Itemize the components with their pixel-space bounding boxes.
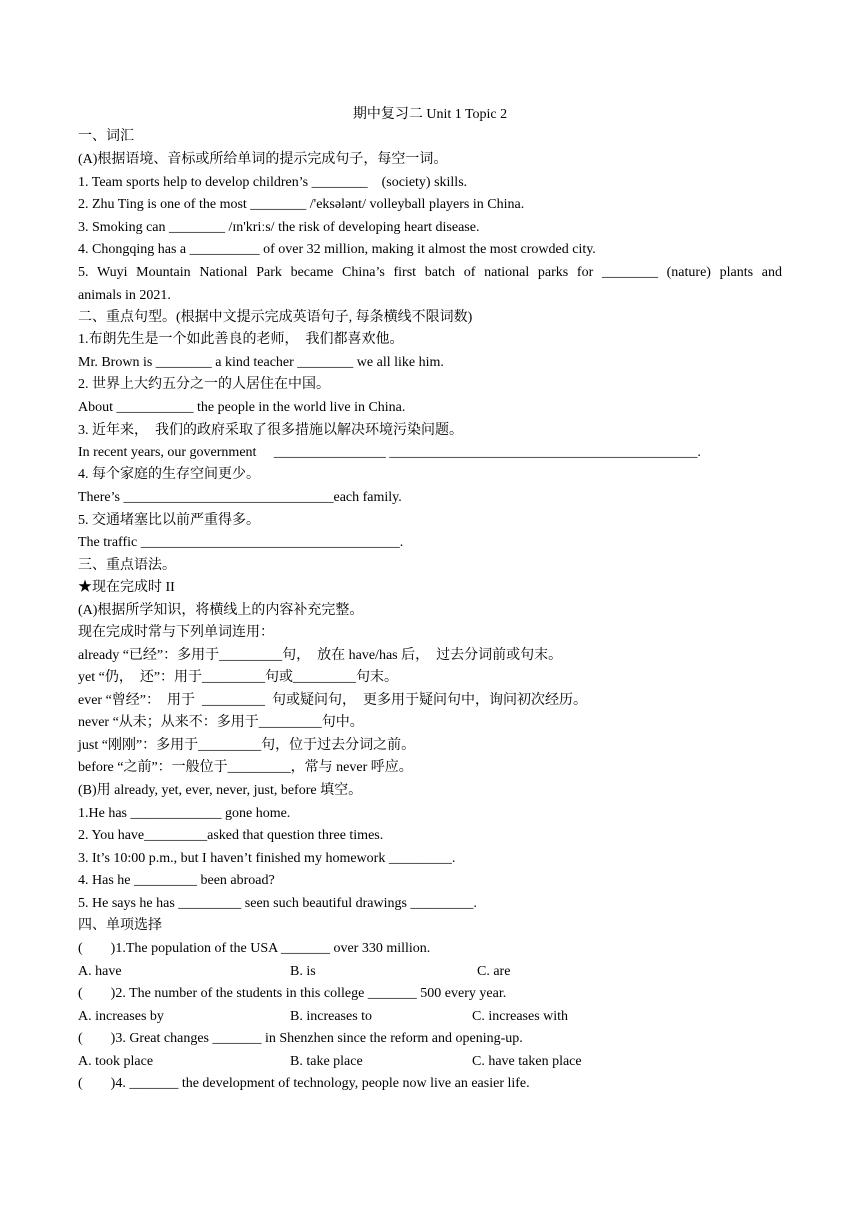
section-1-heading: 一、词汇: [78, 129, 134, 144]
page-title: 期中复习二 Unit 1 Topic 2: [352, 107, 508, 122]
mc-question-3-option-b: B. take place: [290, 1054, 363, 1069]
section-1-instruction: (A)根据语境、音标或所给单词的提示完成句子，每空一词。: [78, 152, 448, 167]
mc-question-2-option-b: B. increases to: [290, 1009, 373, 1024]
vocab-item-5-line-1: 5. Wuyi Mountain National Park became China’s first batch of national parks for ________ (nature) plants and: [78, 265, 782, 280]
grammar-rule-already: already “已经”：多用于_________句， 放在 have/has 后， 过去分词前或句末。: [78, 648, 563, 663]
section-2-heading: 二、重点句型。(根据中文提示完成英语句子, 每条横线不限词数): [78, 310, 473, 325]
sentence-1-english: Mr. Brown is ________ a kind teacher ________ we all like him.: [78, 355, 444, 370]
sentence-4-english: There’s ______________________________each family.: [78, 490, 402, 505]
mc-question-3-stem: ( )3. Great changes _______ in Shenzhen since the reform and opening-up.: [78, 1031, 523, 1046]
grammar-instruction-a: (A)根据所学知识，将横线上的内容补充完整。: [78, 603, 364, 618]
mc-question-3-option-a: A. took place: [78, 1054, 154, 1069]
grammar-rule-yet: yet “仍， 还”：用于_________句或_________句末。: [78, 670, 399, 685]
section-4-heading: 四、单项选择: [78, 918, 162, 933]
fill-item-3: 3. It’s 10:00 p.m., but I haven’t finished my homework _________.: [78, 851, 456, 866]
grammar-subheading: ★现在完成时 II: [78, 580, 175, 595]
sentence-3-english: In recent years, our government ________________ ____________________________________________.: [78, 445, 701, 460]
fill-item-1: 1.He has _____________ gone home.: [78, 806, 291, 821]
sentence-5-chinese: 5. 交通堵塞比以前严重得多。: [78, 513, 260, 528]
sentence-4-chinese: 4. 每个家庭的生存空间更少。: [78, 467, 260, 482]
vocab-item-5-line-2: animals in 2021.: [78, 288, 171, 303]
grammar-rule-ever: ever “曾经”： 用于 _________ 句或疑问句， 更多用于疑问句中，询问初次经历。: [78, 693, 588, 708]
mc-question-2-stem: ( )2. The number of the students in this college _______ 500 every year.: [78, 986, 507, 1001]
mc-question-2-option-a: A. increases by: [78, 1009, 164, 1024]
vocab-item-4: 4. Chongqing has a __________ of over 32 million, making it almost the most crowded city.: [78, 242, 596, 257]
grammar-rule-never: never “从未；从来不：多用于_________句中。: [78, 715, 364, 730]
mc-question-4-stem: ( )4. _______ the development of technology, people now live an easier life.: [78, 1076, 530, 1091]
vocab-item-3: 3. Smoking can ________ /ɪn'kriːs/ the risk of developing heart disease.: [78, 220, 480, 235]
grammar-rule-before: before “之前”：一般位于_________，常与 never 呼应。: [78, 760, 413, 775]
sentence-2-chinese: 2. 世界上大约五分之一的人居住在中国。: [78, 377, 330, 392]
section-3-heading: 三、重点语法。: [78, 558, 176, 573]
fill-item-5: 5. He says he has _________ seen such beautiful drawings _________.: [78, 896, 477, 911]
mc-question-1-option-b: B. is: [290, 964, 316, 979]
grammar-instruction-b: (B)用 already, yet, ever, never, just, before 填空。: [78, 783, 363, 798]
vocab-item-2: 2. Zhu Ting is one of the most ________ /'eksələnt/ volleyball players in China.: [78, 197, 525, 212]
mc-question-1-option-c: C. are: [477, 964, 511, 979]
grammar-intro: 现在完成时常与下列单词连用：: [78, 625, 274, 640]
sentence-1-chinese: 1.布朗先生是一个如此善良的老师， 我们都喜欢他。: [78, 332, 404, 347]
fill-item-4: 4. Has he _________ been abroad?: [78, 873, 275, 888]
fill-item-2: 2. You have_________asked that question three times.: [78, 828, 384, 843]
mc-question-2-option-c: C. increases with: [472, 1009, 569, 1024]
mc-question-1-stem: ( )1.The population of the USA _______ over 330 million.: [78, 941, 431, 956]
sentence-3-chinese: 3. 近年来， 我们的政府采取了很多措施以解决环境污染问题。: [78, 423, 463, 438]
grammar-rule-just: just “刚刚”：多用于_________句，位于过去分词之前。: [78, 738, 416, 753]
mc-question-3-option-c: C. have taken place: [472, 1054, 582, 1069]
mc-question-1-option-a: A. have: [78, 964, 122, 979]
sentence-5-english: The traffic _____________________________________.: [78, 535, 404, 550]
vocab-item-1: 1. Team sports help to develop children’s ________ (society) skills.: [78, 175, 468, 190]
sentence-2-english: About ___________ the people in the world live in China.: [78, 400, 406, 415]
